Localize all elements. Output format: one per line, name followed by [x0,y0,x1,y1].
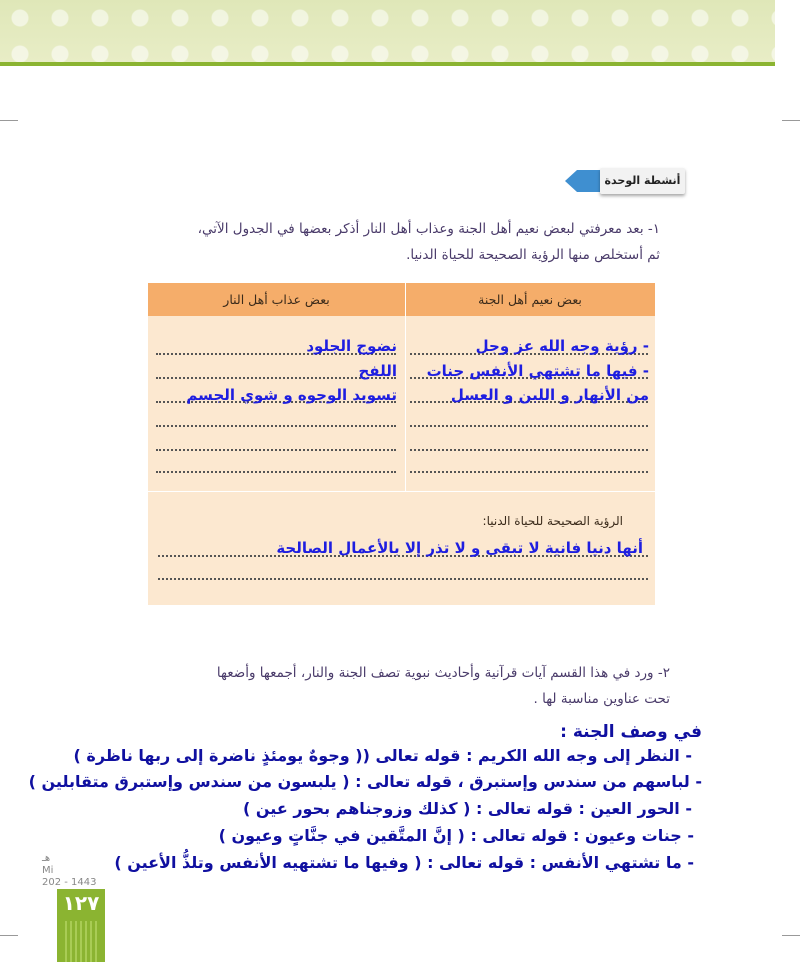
activity-table [148,283,655,605]
crop-mark [782,935,800,936]
question-1 [140,216,660,268]
answer-line [410,471,648,473]
vision-label: الرؤية الصحيحة للحياة الدنيا: [482,514,623,528]
footnote-line: Mi [42,865,54,876]
answer-line [410,449,648,451]
answer-line [156,471,396,473]
crop-mark [782,120,800,121]
arrow-tab-icon [565,170,605,192]
decorative-header-band [0,0,775,62]
question-2 [130,660,670,712]
question-2-line-1: ٢- ورد في هذا القسم آيات قرآنية وأحاديث نبوية تصف الجنة والنار، أجمعها وأضعها [216,665,670,681]
answer-item: - الحور العين : قوله تعالى : ( كذلك وزوجناهم بحور عين ) [243,799,692,818]
hell-answer: تسويد الوجوه و شوي الجسم [186,386,397,404]
crop-mark [0,935,18,936]
answer-item: - لباسهم من سندس وإستبرق ، قوله تعالى : ( يلبسون من سندس وإستبرق متقابلين ) [28,772,702,791]
vision-answer: أنها دنيا فانية لا تبقى و لا تذر إلا بالأعمال الصالحة [276,539,643,557]
answer-line [156,449,396,451]
answer-line [158,578,648,580]
header-rule [0,62,775,66]
hell-answer: نضوج الجلود [306,337,397,355]
page-number-tab [57,889,105,962]
column-header-hell: بعض عذاب أهل النار [223,292,330,307]
footnote [42,853,97,889]
badge-label: أنشطة الوحدة [600,168,685,194]
page-tab-decoration [65,921,97,962]
page-number: ١٢٧ [62,891,100,915]
unit-activities-badge [565,168,685,194]
question-2-line-2: تحت عناوين مناسبة لها . [533,691,670,707]
answer-item: - ما تشتهي الأنفس : قوله تعالى : ( وفيها ما تشتهيه الأنفس وتلذُّ الأعين ) [114,853,694,872]
paradise-answer: - رؤية وجه الله عز وجل [475,337,649,355]
answer-line [156,425,396,427]
answer-item: - النظر إلى وجه الله الكريم : قوله تعالى (( وجوهٌ يومئذٍ ناضرة إلى ربها ناظرة ) [73,746,692,765]
answers-heading: في وصف الجنة : [560,722,702,742]
answer-line [410,425,648,427]
footnote-line: هـ [42,853,51,864]
footnote-line: 202 - 1443 [42,877,97,888]
column-divider [405,283,406,491]
question-1-line-1: ١- بعد معرفتي لبعض نعيم أهل الجنة وعذاب أهل النار أذكر بعضها في الجدول الآتي، [197,221,660,237]
table-header [148,283,655,316]
answer-item: - جنات وعيون : قوله تعالى : ( إنَّ المتَّقين في جنَّاتٍ وعيون ) [218,826,694,845]
paradise-answer: من الأنهار و اللبن و العسل [450,386,649,404]
question-1-line-2: ثم أستخلص منها الرؤية الصحيحة للحياة الدنيا. [406,247,660,263]
hell-answer: اللفح [358,362,397,380]
row-divider [148,491,655,492]
paradise-answer: - فيها ما تشتهي الأنفس جنات [426,362,649,380]
crop-mark [0,120,18,121]
column-header-paradise: بعض نعيم أهل الجنة [478,292,582,307]
